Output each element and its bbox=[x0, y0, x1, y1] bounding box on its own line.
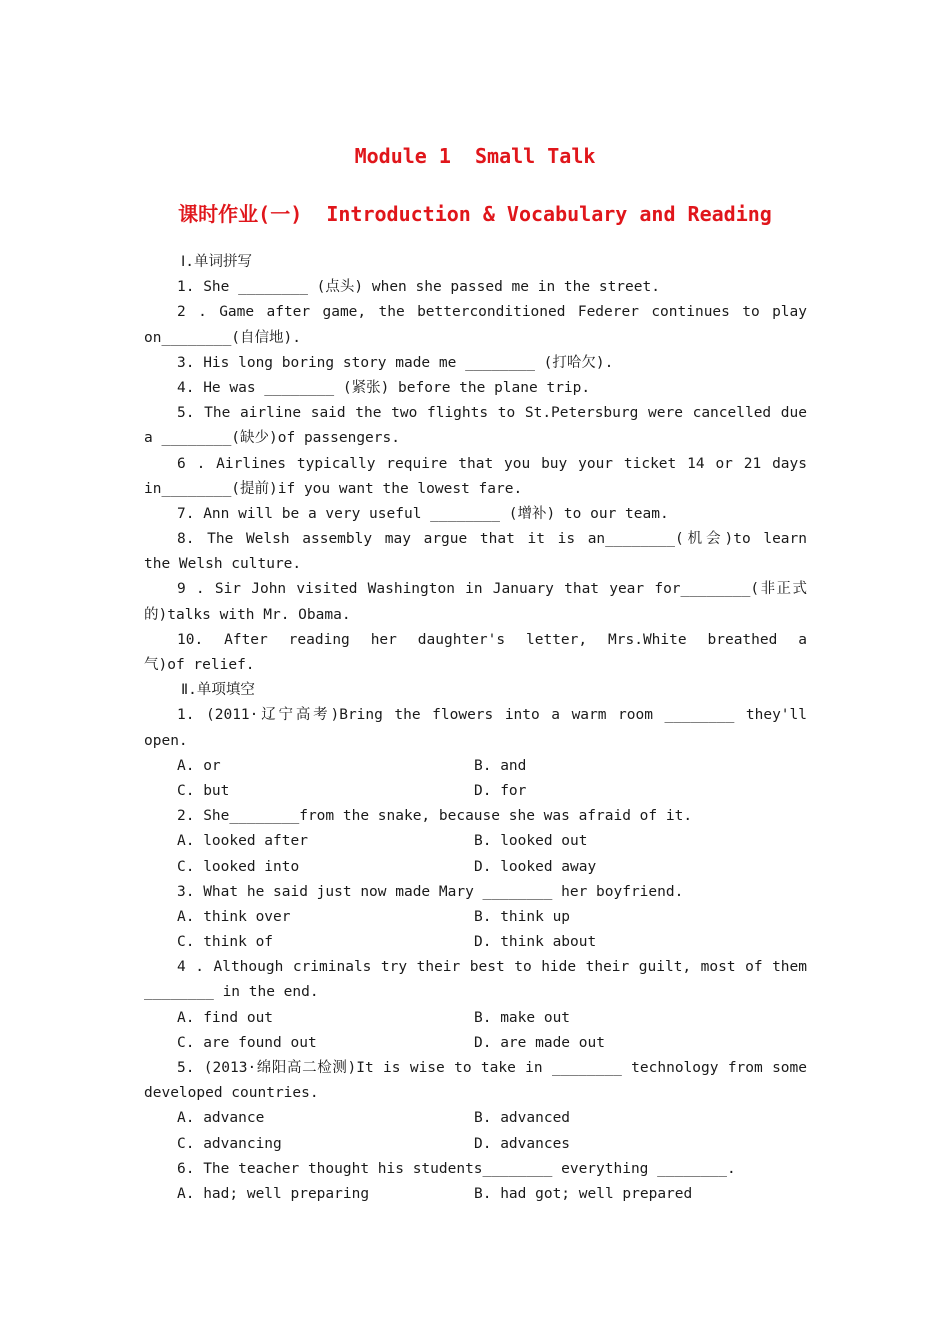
item-text-continued: the Welsh culture. bbox=[144, 556, 302, 573]
item-text: 6 . Airlines typically require that you buy your ticket 14 or 21 days bbox=[177, 455, 807, 472]
item-text: 5. The airline said the two flights to St.Petersburg were cancelled due bbox=[177, 405, 807, 422]
item-text: 4. He was ________ (紧张) before the plane trip. bbox=[177, 379, 591, 396]
option-row bbox=[144, 1006, 807, 1031]
spelling-item bbox=[144, 628, 807, 678]
option-d: D. think about bbox=[474, 934, 597, 951]
question bbox=[144, 955, 807, 1056]
option-row bbox=[144, 829, 807, 854]
item-text: 10. After reading her daughter's letter, Mrs.White breathed a bbox=[177, 631, 807, 648]
spelling-item bbox=[144, 275, 807, 300]
option-row bbox=[144, 1106, 807, 1131]
option-row bbox=[144, 754, 807, 779]
option-a: A. think over bbox=[177, 908, 291, 925]
option-c: C. advancing bbox=[177, 1135, 282, 1152]
option-row bbox=[144, 1182, 807, 1207]
option-d: D. are made out bbox=[474, 1034, 605, 1051]
question-stem-continued: ________ in the end. bbox=[144, 984, 319, 1001]
option-a: A. or bbox=[177, 757, 221, 774]
spelling-item bbox=[144, 502, 807, 527]
module-title: Module 1 Small Talk bbox=[354, 144, 596, 168]
item-text: 9 . Sir John visited Washington in January that year for________(非正式 bbox=[177, 581, 807, 598]
option-c: C. looked into bbox=[177, 858, 300, 875]
question bbox=[144, 880, 807, 956]
question bbox=[144, 804, 807, 880]
question-stem: 4 . Although criminals try their best to hide their guilt, most of them bbox=[177, 959, 807, 976]
option-a: A. looked after bbox=[177, 833, 308, 850]
option-c: C. but bbox=[177, 782, 230, 799]
question bbox=[144, 703, 807, 804]
spelling-item bbox=[144, 376, 807, 401]
option-d: D. advances bbox=[474, 1135, 571, 1152]
section-heading-multiple-choice: Ⅱ.单项填空 bbox=[181, 682, 255, 699]
item-text-continued: 气)of relief. bbox=[144, 657, 255, 673]
question-stem: 5. (2013·绵阳高二检测)It is wise to take in ________ technology from some bbox=[177, 1060, 807, 1076]
spelling-item bbox=[144, 577, 807, 627]
item-text: 3. His long boring story made me ________ (打哈欠). bbox=[177, 354, 614, 371]
spelling-item bbox=[144, 300, 807, 350]
item-text: 2 . Game after game, the betterconditioned Federer continues to play bbox=[177, 304, 807, 321]
item-text: 7. Ann will be a very useful ________ (增补) to our team. bbox=[177, 505, 669, 522]
item-text: 8. The Welsh assembly may argue that it is an________(机会)to learn bbox=[177, 531, 807, 548]
question bbox=[144, 1157, 807, 1207]
option-b: B. make out bbox=[474, 1009, 571, 1026]
option-row bbox=[144, 855, 807, 880]
question-stem: 6. The teacher thought his students________ everything ________. bbox=[177, 1160, 736, 1177]
spelling-item bbox=[144, 527, 807, 577]
option-b: B. and bbox=[474, 757, 527, 774]
question-stem-continued: open. bbox=[144, 732, 188, 749]
item-text: 1. She ________ (点头) when she passed me in the street. bbox=[177, 279, 660, 296]
question-stem: 3. What he said just now made Mary ________ her boyfriend. bbox=[177, 883, 684, 900]
exercise-body bbox=[144, 250, 807, 1207]
option-b: B. think up bbox=[474, 908, 571, 925]
option-a: A. advance bbox=[177, 1110, 265, 1127]
question-stem: 1. (2011·辽宁高考)Bring the flowers into a warm room ________ they'll bbox=[177, 707, 807, 724]
option-row bbox=[144, 905, 807, 930]
option-row bbox=[144, 1132, 807, 1157]
option-row bbox=[144, 779, 807, 804]
option-d: D. looked away bbox=[474, 858, 597, 875]
item-text-continued: a ________(缺少)of passengers. bbox=[144, 430, 400, 447]
question-stem: 2. She________from the snake, because she was afraid of it. bbox=[177, 808, 693, 825]
option-b: B. looked out bbox=[474, 833, 588, 850]
option-c: C. are found out bbox=[177, 1034, 317, 1051]
option-d: D. for bbox=[474, 782, 527, 799]
item-text-continued: 的)talks with Mr. Obama. bbox=[144, 606, 351, 623]
question bbox=[144, 1056, 807, 1157]
item-text-continued: in________(提前)if you want the lowest fare. bbox=[144, 480, 523, 497]
section-heading-spelling: Ⅰ.单词拼写 bbox=[181, 254, 253, 270]
lesson-title: 课时作业(一) Introduction & Vocabulary and Reading bbox=[178, 202, 772, 226]
option-row bbox=[144, 1031, 807, 1056]
spelling-item bbox=[144, 351, 807, 376]
option-row bbox=[144, 930, 807, 955]
option-a: A. had; well preparing bbox=[177, 1185, 370, 1202]
question-stem-continued: developed countries. bbox=[144, 1085, 319, 1102]
option-b: B. had got; well prepared bbox=[474, 1185, 693, 1202]
spelling-item bbox=[144, 401, 807, 451]
item-text-continued: on________(自信地). bbox=[144, 329, 301, 346]
option-a: A. find out bbox=[177, 1009, 274, 1026]
option-b: B. advanced bbox=[474, 1110, 571, 1127]
option-c: C. think of bbox=[177, 934, 274, 951]
spelling-item bbox=[144, 452, 807, 502]
